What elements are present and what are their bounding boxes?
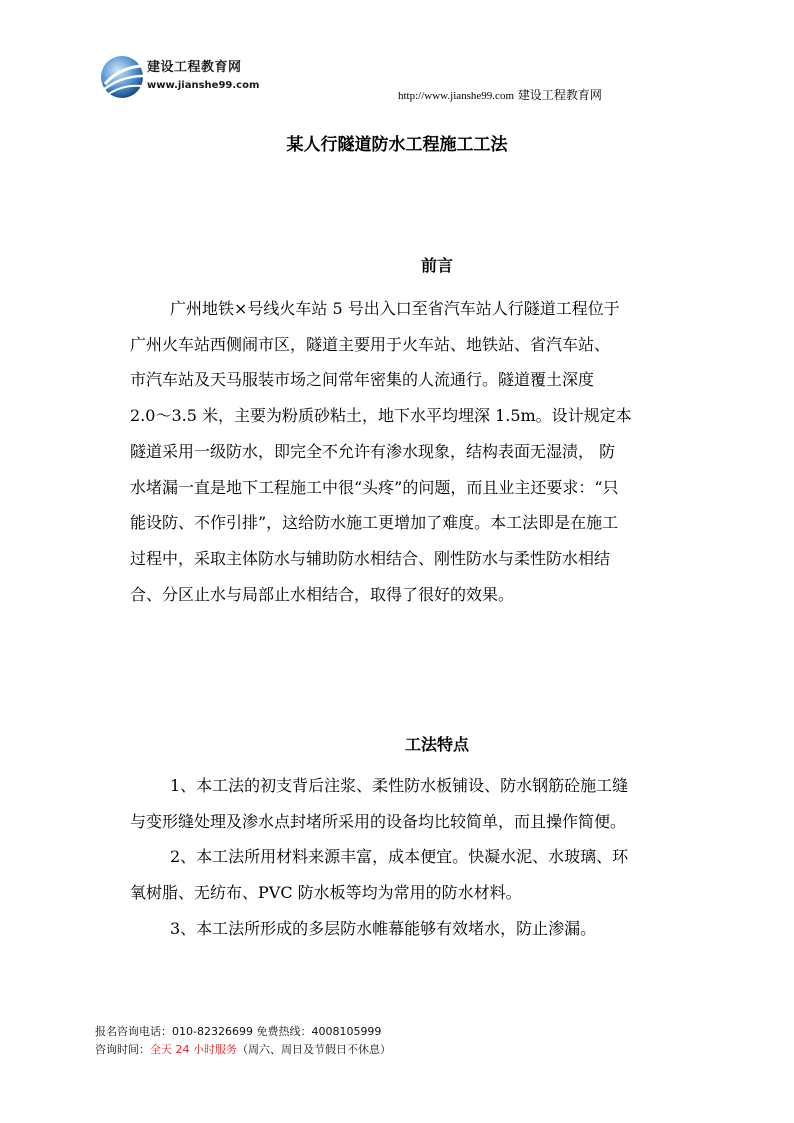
paragraph-line: 市汽车站及天马服装市场之间常年密集的人流通行。隧道覆土深度 bbox=[130, 370, 595, 390]
site-name: 建设工程教育网 bbox=[517, 88, 602, 102]
paragraph-line: 能设防、不作引排”，这给防水施工更增加了难度。本工法即是在施工 bbox=[130, 513, 619, 533]
paragraph-line: 过程中，采取主体防水与辅助防水相结合、刚性防水与柔性防水相结 bbox=[130, 548, 611, 568]
paragraph-line: 2.0～3.5 米，主要为粉质砂粘土，地下水平均埋深 1.5m。设计规定本 bbox=[130, 406, 632, 426]
paragraph-line: 隧道采用一级防水，即完全不允许有渗水现象，结构表面无湿渍， 防 bbox=[130, 441, 616, 461]
feature-item-1-line: 与变形缝处理及渗水点封堵所采用的设备均比较简单，而且操作简便。 bbox=[130, 811, 627, 831]
feature-item-2-line: 2、本工法所用材料来源丰富，成本便宜。快凝水泥、水玻璃、环 bbox=[170, 847, 629, 867]
footer-hours-line bbox=[95, 1041, 391, 1059]
section-heading-features: 工法特点 bbox=[404, 735, 469, 754]
contact-footer bbox=[95, 1023, 391, 1059]
site-logo[interactable] bbox=[99, 54, 260, 102]
footer-hours-label: 咨询时间： bbox=[95, 1043, 150, 1056]
feature-item-2-line: 氧树脂、无纺布、PVC 防水板等均为常用的防水材料。 bbox=[130, 883, 522, 903]
document-title: 某人行隧道防水工程施工工法 bbox=[286, 135, 508, 155]
site-url-link[interactable]: http://www.jianshe99.com bbox=[398, 90, 514, 102]
feature-item-3-line: 3、本工法所形成的多层防水帷幕能够有效堵水，防止渗漏。 bbox=[170, 918, 597, 938]
feature-item-1-line: 1、本工法的初支背后注浆、柔性防水板铺设、防水钢筋砼施工缝 bbox=[170, 776, 629, 795]
paragraph-line: 合、分区止水与局部止水相结合，取得了很好的效果。 bbox=[130, 584, 515, 604]
paragraph-line: 广州火车站西侧闹市区，隧道主要用于火车站、地铁站、省汽车站、 bbox=[130, 334, 611, 354]
paragraph-line: 水堵漏一直是地下工程施工中很“头疼”的问题，而且业主还要求：“只 bbox=[130, 477, 619, 497]
features-list bbox=[130, 768, 704, 947]
logo-url[interactable]: www.jianshe99.com bbox=[147, 80, 260, 91]
paragraph-line: 广州地铁×号线火车站 5 号出入口至省汽车站人行隧道工程位于 bbox=[170, 299, 620, 318]
footer-hours-highlight: 全天 24 小时服务 bbox=[150, 1043, 237, 1056]
header-site-info bbox=[398, 86, 602, 103]
globe-logo-icon bbox=[99, 54, 145, 100]
section-heading-foreword: 前言 bbox=[420, 256, 453, 275]
logo-name: 建设工程教育网 bbox=[147, 60, 242, 75]
footer-phone-line: 报名咨询电话：010-82326699 免费热线：4008105999 bbox=[95, 1025, 382, 1038]
foreword-paragraph bbox=[130, 291, 704, 612]
footer-hours-note: （周六、周日及节假日不休息） bbox=[237, 1043, 391, 1056]
